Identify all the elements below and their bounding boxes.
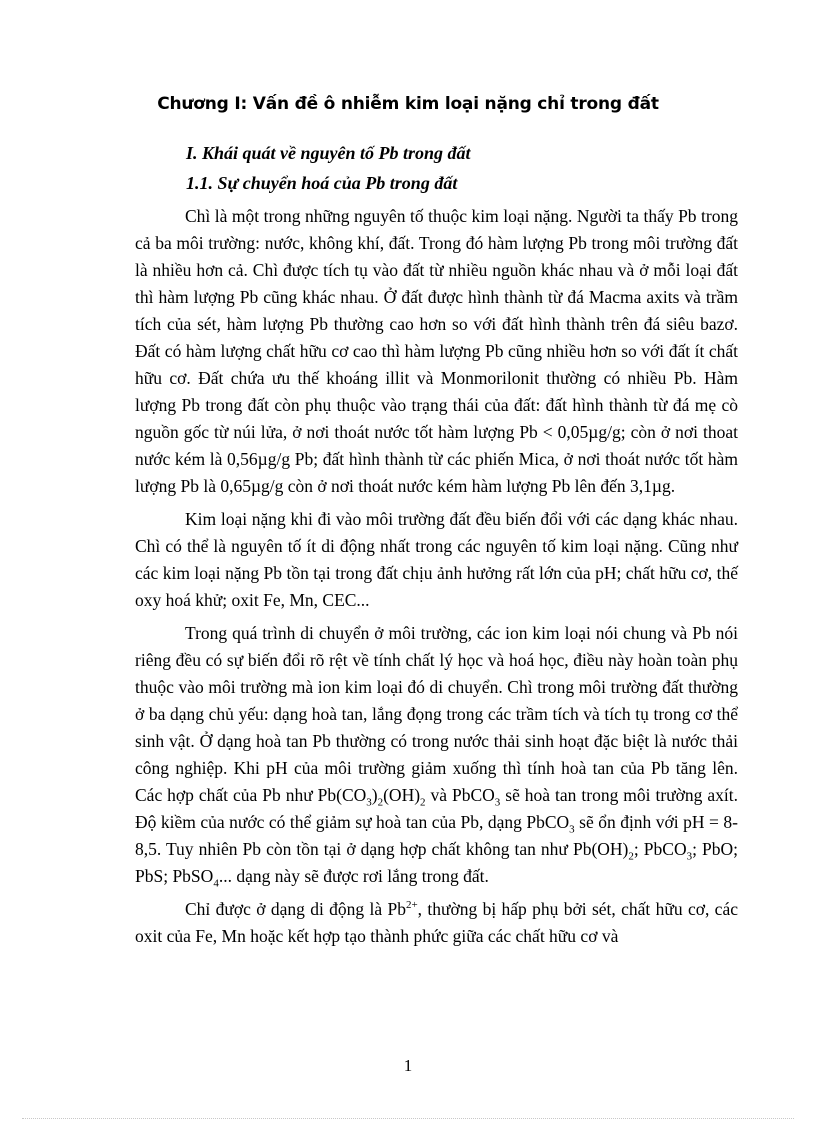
subscript: 2 xyxy=(628,850,634,863)
formula-part: PbCO xyxy=(452,785,495,805)
subscript: 3 xyxy=(366,796,372,809)
subscript: 4 xyxy=(213,877,219,890)
page-number: 1 xyxy=(403,1056,413,1075)
subscript: 2 xyxy=(420,796,426,809)
subscript: 3 xyxy=(686,850,693,863)
paragraph-4 xyxy=(135,896,738,950)
p3-text-c: sẽ hoà tan trong môi trường axít. Độ kiềm của nước có thể giảm sự hoà tan của Pb, dạng xyxy=(135,785,738,832)
subscript: 2 xyxy=(377,796,384,809)
formula-part: Pb(CO xyxy=(317,785,367,805)
paragraph-1: Chì là một trong những nguyên tố thuộc kim loại nặng. Người ta thấy Pb trong cả ba môi trường: nước, không khí, đất. Trong đó hàm lượng Pb trong môi trường đất là nhiều hơn cả. Chì được tích tụ vào đất từ nhiều nguồn khác nhau và ở mỗi loại đất thì hàm lượng Pb cũng khác nhau. Ở đất được hình thành từ đá Macma axits và trầm tích của sét, hàm lượng Pb thường cao hơn so với đất hình thành trên đá siêu bazơ. Đất có hàm lượng chất hữu cơ cao thì hàm lượng Pb cũng nhiều hơn so với đất ít chất hữu cơ. Đất chứa ưu thế khoáng illit và Monmorilonit thường có nhiều Pb. Hàm lượng Pb trong đất còn phụ thuộc vào trạng thái của đất: đất hình thành từ đá mẹ cò nguồn gốc từ núi lửa, ở nơi thoát nước tốt hàm lượng Pb < 0,05µg/g; còn ở nơi thoat nước kém là 0,56µg/g Pb; đất hình thành từ các phiến Mica, ở nơi thoát nước tốt hàm lượng Pb là 0,65µg/g còn ở nơi thoát nước kém hàm lượng Pb lên đến 3,1µg. xyxy=(135,206,738,496)
page-bottom-divider xyxy=(22,1118,794,1119)
formula-pb-co3-oh xyxy=(317,785,426,809)
p3-text-e: ; PbCO xyxy=(633,839,687,859)
subscript: 3 xyxy=(494,796,501,809)
formula-pbco3 xyxy=(452,785,501,809)
superscript: 2+ xyxy=(405,899,418,912)
p3-text-b: và xyxy=(425,785,452,805)
subsection-heading: 1.1. Sự chuyển hoá của Pb trong đất xyxy=(186,173,458,193)
section-heading: I. Khái quát về nguyên tố Pb trong đất xyxy=(186,143,471,163)
subscript: 3 xyxy=(569,823,575,836)
formula-pbco3-2 xyxy=(526,812,575,836)
p3-text-d: sẽ ổn định với pH = 8-8,5. Tuy nhiên Pb còn tồn tại ở dạng hợp chất không tan như Pb(OH) xyxy=(135,812,738,859)
chapter-title: Chương I: Vấn đề ô nhiễm kim loại nặng chỉ trong đất xyxy=(157,94,659,114)
p3-text-g: ... dạng này sẽ được rơi lắng trong đất. xyxy=(218,866,489,886)
formula-part: (OH) xyxy=(383,785,421,805)
formula-part: PbCO xyxy=(526,812,570,832)
body-text xyxy=(135,203,738,956)
p4-text-b: , thường bị hấp phụ bởi sét, chất hữu cơ, các oxit của Fe, Mn hoặc kết hợp tạo thành phức giữa các chất hữu cơ và xyxy=(135,899,738,946)
p4-text-a: Chỉ được ở dạng di động là Pb xyxy=(185,899,406,919)
paragraph-3 xyxy=(135,620,738,890)
paragraph-2: Kim loại nặng khi đi vào môi trường đất đều biến đổi với các dạng khác nhau. Chì có thể là nguyên tố ít di động nhất trong các nguyên tố kim loại nặng. Cũng như các kim loại nặng Pb tồn tại trong đất chịu ảnh hưởng rất lớn của pH; chất hữu cơ, thế oxy hoá khử; oxit Fe, Mn, CEC... xyxy=(135,509,738,610)
formula-part: ) xyxy=(371,785,378,805)
p3-text-f: ; PbO; PbS; PbSO xyxy=(135,839,739,886)
p3-text-a: Trong quá trình di chuyển ở môi trường, các ion kim loại nói chung và Pb nói riêng đều có sự biến đổi rõ rệt về tính chất lý học và hoá học, điều này hoàn toàn phụ thuộc vào môi trường mà ion kim loại đó di chuyển. Chì trong môi trường đất thường ở ba dạng chủ yếu: dạng hoà tan, lắng đọng trong các trầm tích và tích tụ trong cơ thể sinh vật. Ở dạng hoà tan Pb thường có trong nước thải sinh hoạt đặc biệt là nước thải công nghiệp. Khi pH của môi trường giảm xuống thì tính hoà tan của Pb tăng lên. Các hợp chất của Pb như xyxy=(135,623,738,805)
